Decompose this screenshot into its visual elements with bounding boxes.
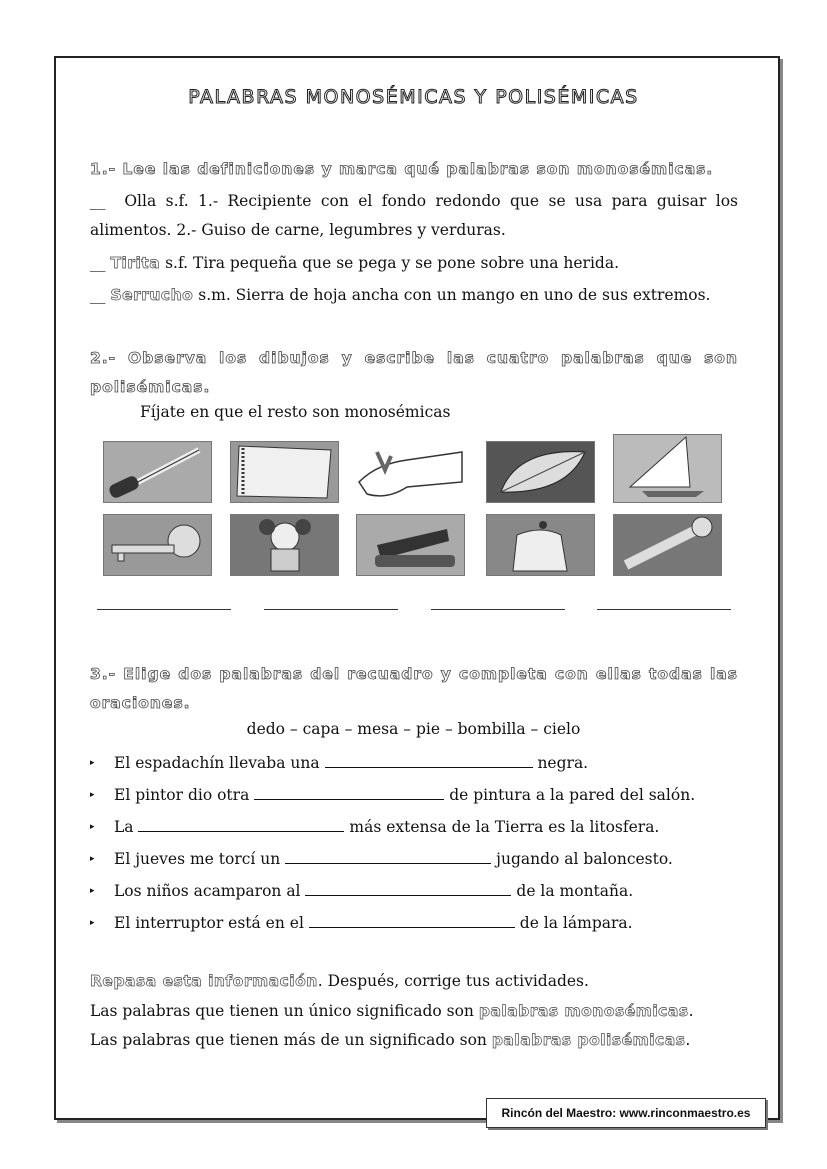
screwdriver-picture: [103, 441, 212, 503]
bullet-icon: ▸: [90, 886, 95, 896]
fill-blank[interactable]: [285, 849, 491, 864]
sentence-2: El pintor dio otra de pintura a la pared del salón.: [114, 786, 696, 804]
sentence-3: La más extensa de la Tierra es la litosfera.: [114, 818, 660, 836]
bullet-icon: ▸: [90, 758, 95, 768]
exercise-3-heading: 3.- Elige dos palabras del recuadro y completa con ellas todas las oraciones.: [90, 665, 738, 712]
bullet-icon: ▸: [90, 790, 95, 800]
word-tirita: Tirita: [110, 254, 161, 272]
answer-line-3[interactable]: [431, 609, 565, 610]
definition-text: s.f. 1.- Recipiente con el fondo redondo que se usa para guisar los alimentos. 2.- Guiso de carne, legumbres y verduras.: [90, 192, 738, 239]
word-olla: Olla: [124, 192, 157, 210]
fill-blank[interactable]: [138, 817, 344, 832]
term-monosemicas: palabras monosémicas: [478, 1002, 689, 1020]
review-line-1: Repasa esta información. Después, corrige tus actividades.: [90, 972, 589, 990]
definition-olla: [90, 187, 738, 245]
key-picture: [103, 514, 212, 576]
answer-line-1[interactable]: [97, 609, 231, 610]
checkbox-blank[interactable]: __: [90, 254, 106, 272]
sentence-1: El espadachín llevaba una negra.: [114, 754, 589, 772]
wrench-picture: [613, 514, 722, 576]
word-box: dedo – capa – mesa – pie – bombilla – cielo: [246, 720, 581, 738]
review-line-3: Las palabras que tienen más de un significado son palabras polisémicas.: [90, 1031, 691, 1049]
leaf-picture: [486, 441, 595, 503]
answer-line-2[interactable]: [264, 609, 398, 610]
word-serrucho: Serrucho: [110, 286, 194, 304]
definition-tirita: [90, 249, 738, 278]
notebook-picture: [230, 441, 339, 503]
doll-picture: [230, 514, 339, 576]
sailboat-picture: [613, 434, 722, 503]
definition-text: s.f. Tira pequeña que se pega y se pone sobre una herida.: [165, 254, 619, 272]
fill-blank[interactable]: [305, 881, 511, 896]
bullet-icon: ▸: [90, 822, 95, 832]
checkbox-blank[interactable]: __: [90, 192, 106, 210]
stapler-picture: [356, 514, 465, 576]
footer-credit: Rincón del Maestro: www.rinconmaestro.es: [486, 1098, 766, 1128]
sentence-4: El jueves me torcí un jugando al baloncesto.: [114, 850, 673, 868]
term-polisemicas: palabras polisémicas: [491, 1031, 686, 1049]
review-label: Repasa esta información: [90, 972, 318, 990]
fill-blank[interactable]: [309, 913, 515, 928]
bullet-icon: ▸: [90, 918, 95, 928]
checkbox-blank[interactable]: __: [90, 286, 106, 304]
definition-serrucho: [90, 281, 738, 310]
exercise-2-note: Fíjate en que el resto son monosémicas: [140, 403, 451, 421]
review-line-2: Las palabras que tienen un único significado son palabras monosémicas.: [90, 1002, 694, 1020]
fill-blank[interactable]: [325, 753, 533, 768]
arm-picture: [356, 441, 465, 503]
sentence-6: El interruptor está en el de la lámpara.: [114, 914, 633, 932]
definition-text: s.m. Sierra de hoja ancha con un mango en uno de sus extremos.: [198, 286, 711, 304]
exercise-1-heading: 1.- Lee las definiciones y marca qué palabras son monosémicas.: [90, 160, 714, 178]
exercise-2-heading: 2.- Observa los dibujos y escribe las cuatro palabras que son polisémicas.: [90, 349, 738, 396]
fill-blank[interactable]: [254, 785, 444, 800]
bullet-icon: ▸: [90, 854, 95, 864]
bag-picture: [486, 514, 595, 576]
page-title: PALABRAS MONOSÉMICAS Y POLISÉMICAS: [188, 86, 639, 108]
answer-line-4[interactable]: [597, 609, 731, 610]
sentence-5: Los niños acamparon al de la montaña.: [114, 882, 634, 900]
